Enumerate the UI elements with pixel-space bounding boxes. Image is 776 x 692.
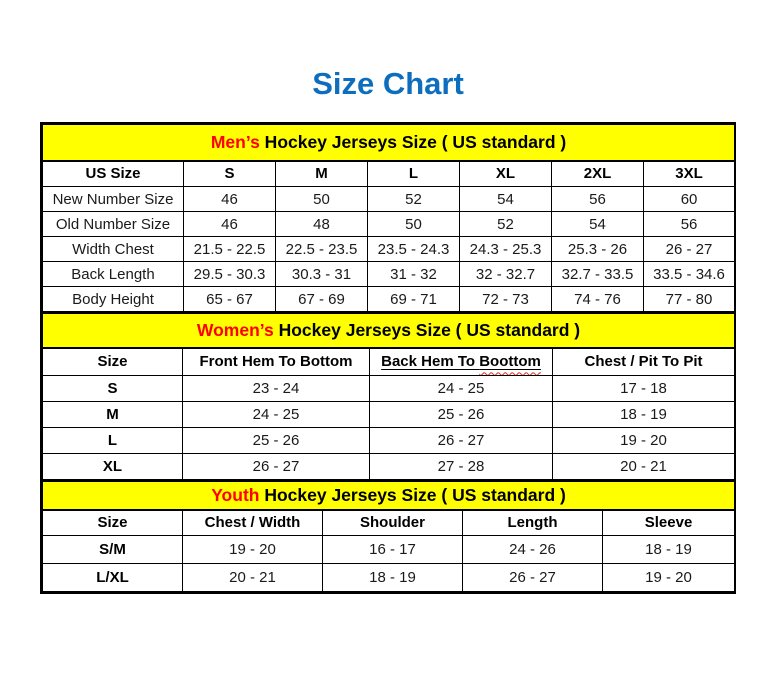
table-row [43,287,735,312]
table-cell: 50 [276,187,368,212]
column-header: XL [460,161,552,187]
column-header: 2XL [552,161,644,187]
table-cell: 33.5 - 34.6 [644,262,735,287]
table-cell: 56 [552,187,644,212]
table-cell: 26 - 27 [463,564,603,592]
column-header: L [368,161,460,187]
table-row [43,212,735,237]
men-banner-row [43,125,735,161]
table-cell: 26 - 27 [370,427,553,453]
table-cell: 24 - 25 [370,375,553,401]
table-cell: 77 - 80 [644,287,735,312]
table-row [43,401,735,427]
table-cell: 20 - 21 [183,564,323,592]
table-cell: 22.5 - 23.5 [276,237,368,262]
table-cell: 26 - 27 [644,237,735,262]
row-header: L [43,427,183,453]
youth-banner-row [43,481,735,510]
table-cell: 50 [368,212,460,237]
youth-banner [43,481,735,510]
row-header: S/M [43,536,183,564]
column-header: Size [43,510,183,536]
table-cell: 19 - 20 [183,536,323,564]
table-cell: 31 - 32 [368,262,460,287]
table-row [43,187,735,212]
size-chart [40,122,736,594]
table-cell: 30.3 - 31 [276,262,368,287]
table-row [43,262,735,287]
men-size-table [42,124,735,312]
table-row [43,237,735,262]
table-cell: 48 [276,212,368,237]
table-cell: 25 - 26 [183,427,370,453]
row-header: L/XL [43,564,183,592]
table-cell: 19 - 20 [553,427,735,453]
banner-highlight: Women’s [196,320,274,340]
table-cell: 17 - 18 [553,375,735,401]
table-cell: 18 - 19 [553,401,735,427]
table-cell: 18 - 19 [323,564,463,592]
row-header: XL [43,453,183,479]
table-cell: 52 [368,187,460,212]
table-cell: 46 [184,212,276,237]
table-cell: 18 - 19 [603,536,735,564]
table-cell: 25 - 26 [370,401,553,427]
banner-text: Hockey Jerseys Size ( US standard ) [273,320,581,340]
banner-text: Hockey Jerseys Size ( US standard ) [259,484,566,505]
table-cell: 46 [184,187,276,212]
page-title: Size Chart [312,66,464,101]
table-row [43,536,735,564]
header-row [43,510,735,536]
row-header: New Number Size [43,187,184,212]
row-header: M [43,401,183,427]
table-cell: 60 [644,187,735,212]
table-cell: 25.3 - 26 [552,237,644,262]
table-row [43,375,735,401]
column-header: M [276,161,368,187]
row-header: Body Height [43,287,184,312]
column-header: Back Hem To Boottom [370,348,553,375]
table-cell: 24 - 26 [463,536,603,564]
table-cell: 27 - 28 [370,453,553,479]
table-cell: 21.5 - 22.5 [184,237,276,262]
column-header: Chest / Pit To Pit [553,348,735,375]
youth-size-table [42,480,735,593]
table-cell: 20 - 21 [553,453,735,479]
banner-highlight: Men’s [210,131,260,152]
column-header: Length [463,510,603,536]
row-header: S [43,375,183,401]
table-cell: 23 - 24 [183,375,370,401]
table-cell: 24 - 25 [183,401,370,427]
column-header: S [184,161,276,187]
table-row [43,453,735,479]
row-header: Back Length [43,262,184,287]
table-cell: 72 - 73 [460,287,552,312]
table-cell: 54 [460,187,552,212]
table-cell: 19 - 20 [603,564,735,592]
banner-highlight: Youth [211,484,260,505]
women-size-table [42,312,735,480]
women-banner [43,313,735,348]
table-row [43,564,735,592]
column-header: Shoulder [323,510,463,536]
table-cell: 56 [644,212,735,237]
table-cell: 32.7 - 33.5 [552,262,644,287]
table-cell: 67 - 69 [276,287,368,312]
row-header: Old Number Size [43,212,184,237]
column-header: Sleeve [603,510,735,536]
banner-text: Hockey Jerseys Size ( US standard ) [259,131,567,152]
table-row [43,427,735,453]
column-header: US Size [43,161,184,187]
column-header: Front Hem To Bottom [183,348,370,375]
header-row [43,161,735,187]
table-cell: 26 - 27 [183,453,370,479]
table-cell: 65 - 67 [184,287,276,312]
header-row [43,348,735,375]
table-cell: 52 [460,212,552,237]
table-cell: 29.5 - 30.3 [184,262,276,287]
table-cell: 54 [552,212,644,237]
table-cell: 74 - 76 [552,287,644,312]
misspelled-word: Boottom [479,353,541,371]
table-cell: 16 - 17 [323,536,463,564]
table-cell: 32 - 32.7 [460,262,552,287]
table-cell: 69 - 71 [368,287,460,312]
table-cell: 23.5 - 24.3 [368,237,460,262]
column-header: 3XL [644,161,735,187]
column-header: Size [43,348,183,375]
women-banner-row [43,313,735,348]
men-banner [43,125,735,161]
table-cell: 24.3 - 25.3 [460,237,552,262]
column-header: Chest / Width [183,510,323,536]
row-header: Width Chest [43,237,184,262]
